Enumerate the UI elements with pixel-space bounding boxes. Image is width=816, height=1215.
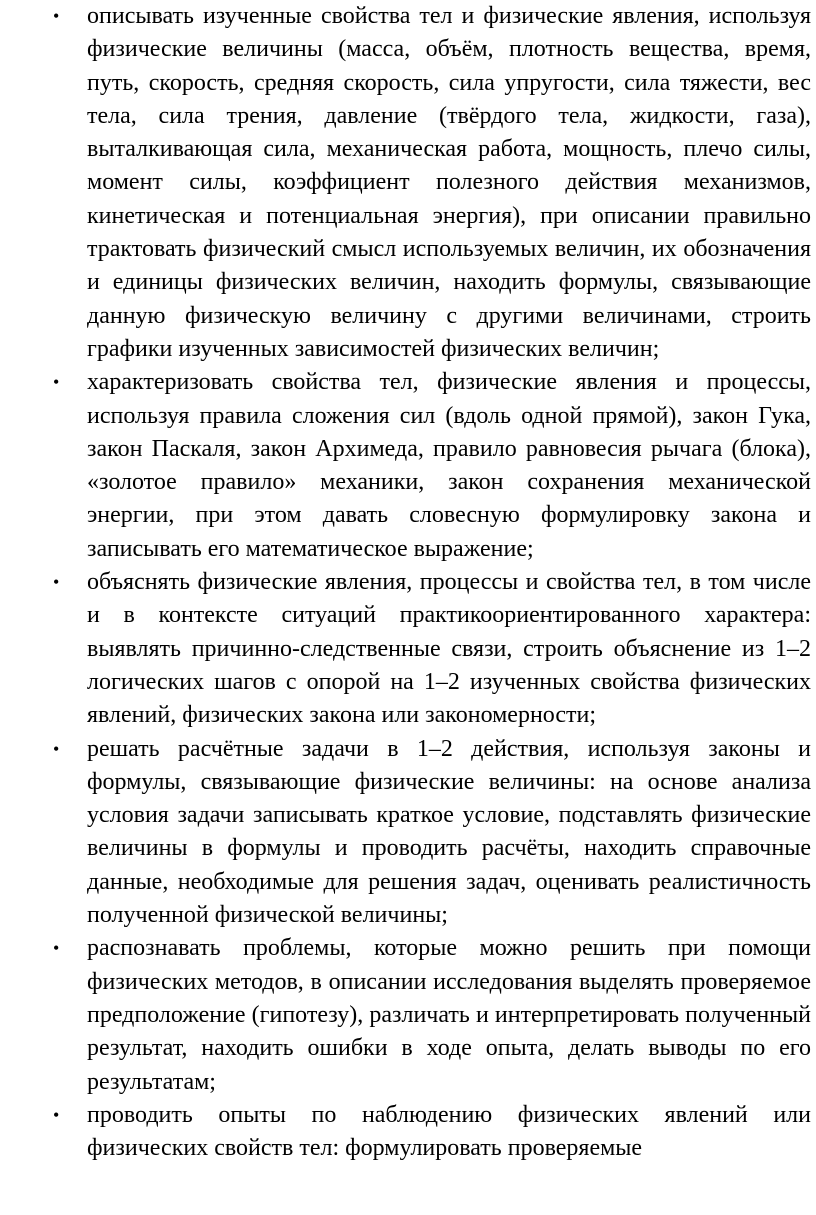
list-item bbox=[0, 366, 816, 566]
bullet-icon: • bbox=[53, 372, 60, 393]
bullet-icon: • bbox=[53, 6, 60, 26]
bullet-icon: • bbox=[53, 938, 60, 959]
list-item-text: проводить опыты по наблюдению физических явлений или физических свойств тел: формулировать проверяемые bbox=[87, 1101, 811, 1162]
list-item bbox=[0, 1099, 816, 1166]
list-item bbox=[0, 733, 816, 933]
list-item-text: распознавать проблемы, которые можно решить при помощи физических методов, в описании исследования выделять проверяемое предположение (гипотезу), различать и интерпретировать полученный результат, находить ошибки в ходе опыта, делать выводы по его результатам; bbox=[87, 935, 811, 1095]
bullet-icon: • bbox=[53, 1104, 60, 1125]
list-item-text: характеризовать свойства тел, физические явления и процессы, используя правила сложения сил (вдоль одной прямой), закон Гука, закон Паскаля, закон Архимеда, правило равновесия рычага (блока), «золотое правило» механики, закон сохранения механической энергии, при этом давать словесную формулировку закона и записывать его математическое выражение; bbox=[87, 369, 811, 562]
bullet-icon: • bbox=[53, 738, 60, 759]
list-item-text: описывать изученные свойства тел и физические явления, используя физические величины (масса, объём, плотность вещества, время, путь, скорость, средняя скорость, сила упругости, сила тяжести, вес тела, сила трения, давление (твёрдого тела, жидкости, газа), выталкивающая сила, механическая работа, мощность, плечо силы, момент силы, коэффициент полезного действия механизмов, кинетическая и потенциальная энергия), при описании правильно трактовать физический смысл используемых величин, их обозначения и единицы физических величин, находить формулы, связывающие данную физическую величину с другими величинами, строить графики изученных зависимостей физических величин; bbox=[87, 3, 811, 362]
bullet-icon: • bbox=[53, 572, 60, 593]
list-item-text: объяснять физические явления, процессы и свойства тел, в том числе и в контексте ситуаций практикоориентированного характера: выявлять причинно-следственные связи, строить объяснение из 1–2 логических шагов с опорой на 1–2 изученных свойства физических явлений, физических закона или закономерности; bbox=[87, 569, 811, 729]
list-item bbox=[0, 932, 816, 1098]
list-item bbox=[0, 566, 816, 732]
list-item-text: решать расчётные задачи в 1–2 действия, используя законы и формулы, связывающие физические величины: на основе анализа условия задачи записывать краткое условие, подставлять физические величины в формулы и проводить расчёты, находить справочные данные, необходимые для решения задач, оценивать реалистичность полученной физической величины; bbox=[87, 735, 811, 929]
list-item bbox=[0, 0, 816, 366]
